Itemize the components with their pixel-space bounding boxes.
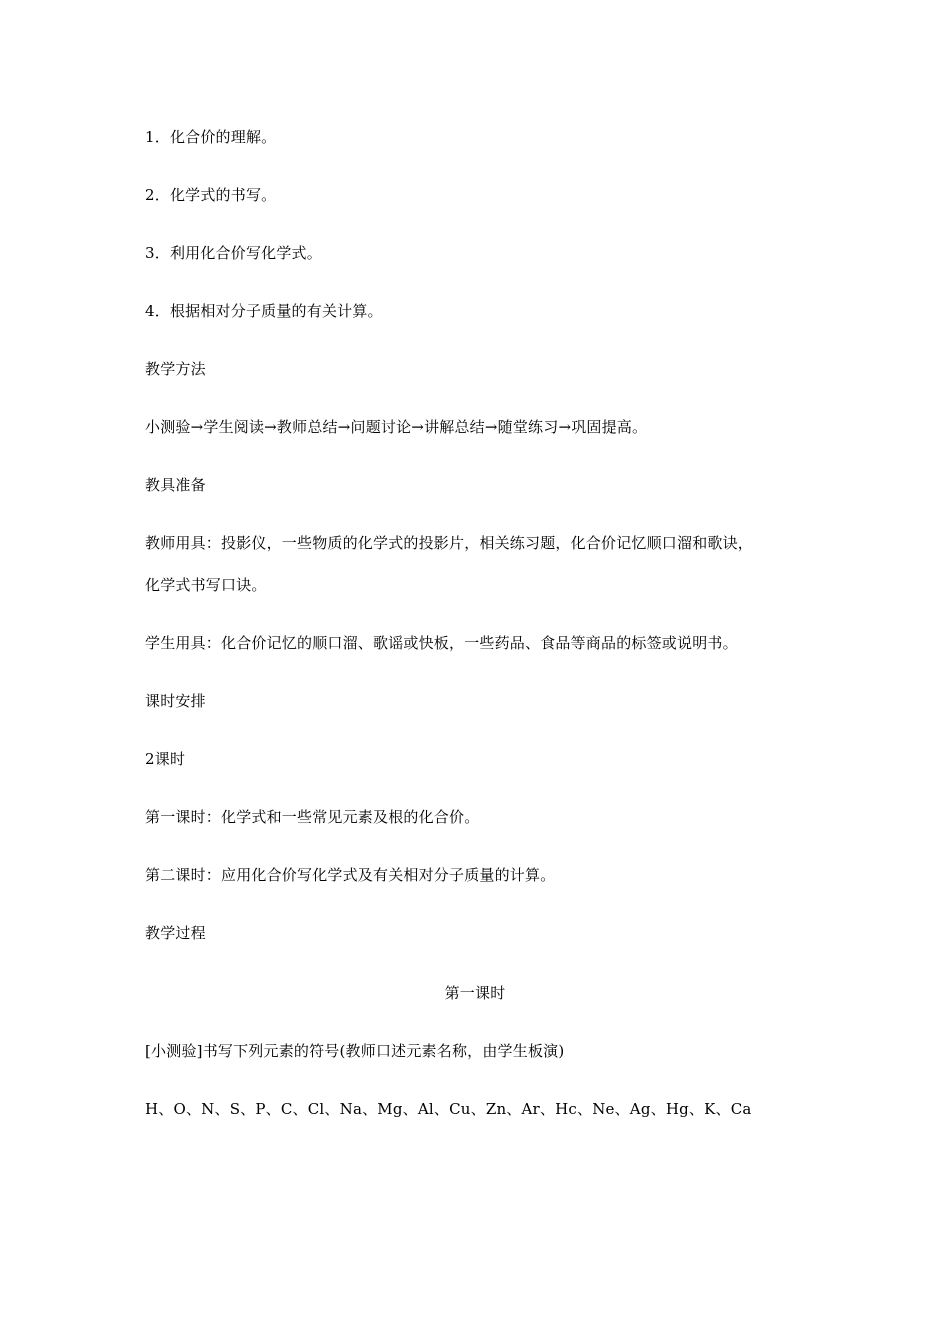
schedule-lesson-1: 第一课时：化学式和一些常见元素及根的化合价。 bbox=[145, 808, 480, 826]
heading-schedule: 课时安排 bbox=[145, 692, 206, 710]
objective-item-2: 2．化学式的书写。 bbox=[145, 186, 277, 204]
schedule-total: 2课时 bbox=[145, 750, 186, 768]
heading-teaching-method: 教学方法 bbox=[145, 360, 206, 378]
objective-item-1: 1．化合价的理解。 bbox=[145, 128, 277, 146]
teacher-tools-text-continued: 化学式书写口诀。 bbox=[145, 576, 267, 594]
teaching-method-text: 小测验→学生阅读→教师总结→问题讨论→讲解总结→随堂练习→巩固提高。 bbox=[145, 418, 648, 436]
objective-item-3: 3．利用化合价写化学式。 bbox=[145, 244, 322, 262]
objective-item-4: 4．根据相对分子质量的有关计算。 bbox=[145, 302, 383, 320]
heading-teaching-process: 教学过程 bbox=[145, 924, 206, 942]
teacher-tools-text: 教师用具：投影仪，一些物质的化学式的投影片，相关练习题，化合价记忆顺口溜和歌诀， bbox=[145, 534, 754, 552]
section-title-lesson-1: 第一课时 bbox=[444, 984, 506, 1002]
student-tools-text: 学生用具：化合价记忆的顺口溜、歌谣或快板，一些药品、食品等商品的标签或说明书。 bbox=[145, 634, 738, 652]
heading-teaching-aids: 教具准备 bbox=[145, 476, 206, 494]
element-symbols-list: H、O、N、S、P、C、Cl、Na、Mg、Al、Cu、Zn、Ar、Hc、Ne、Ag、Hg、K、Ca bbox=[145, 1100, 752, 1118]
schedule-lesson-2: 第二课时：应用化合价写化学式及有关相对分子质量的计算。 bbox=[145, 866, 556, 884]
quiz-instruction: [小测验]书写下列元素的符号(教师口述元素名称，由学生板演) bbox=[145, 1042, 565, 1060]
